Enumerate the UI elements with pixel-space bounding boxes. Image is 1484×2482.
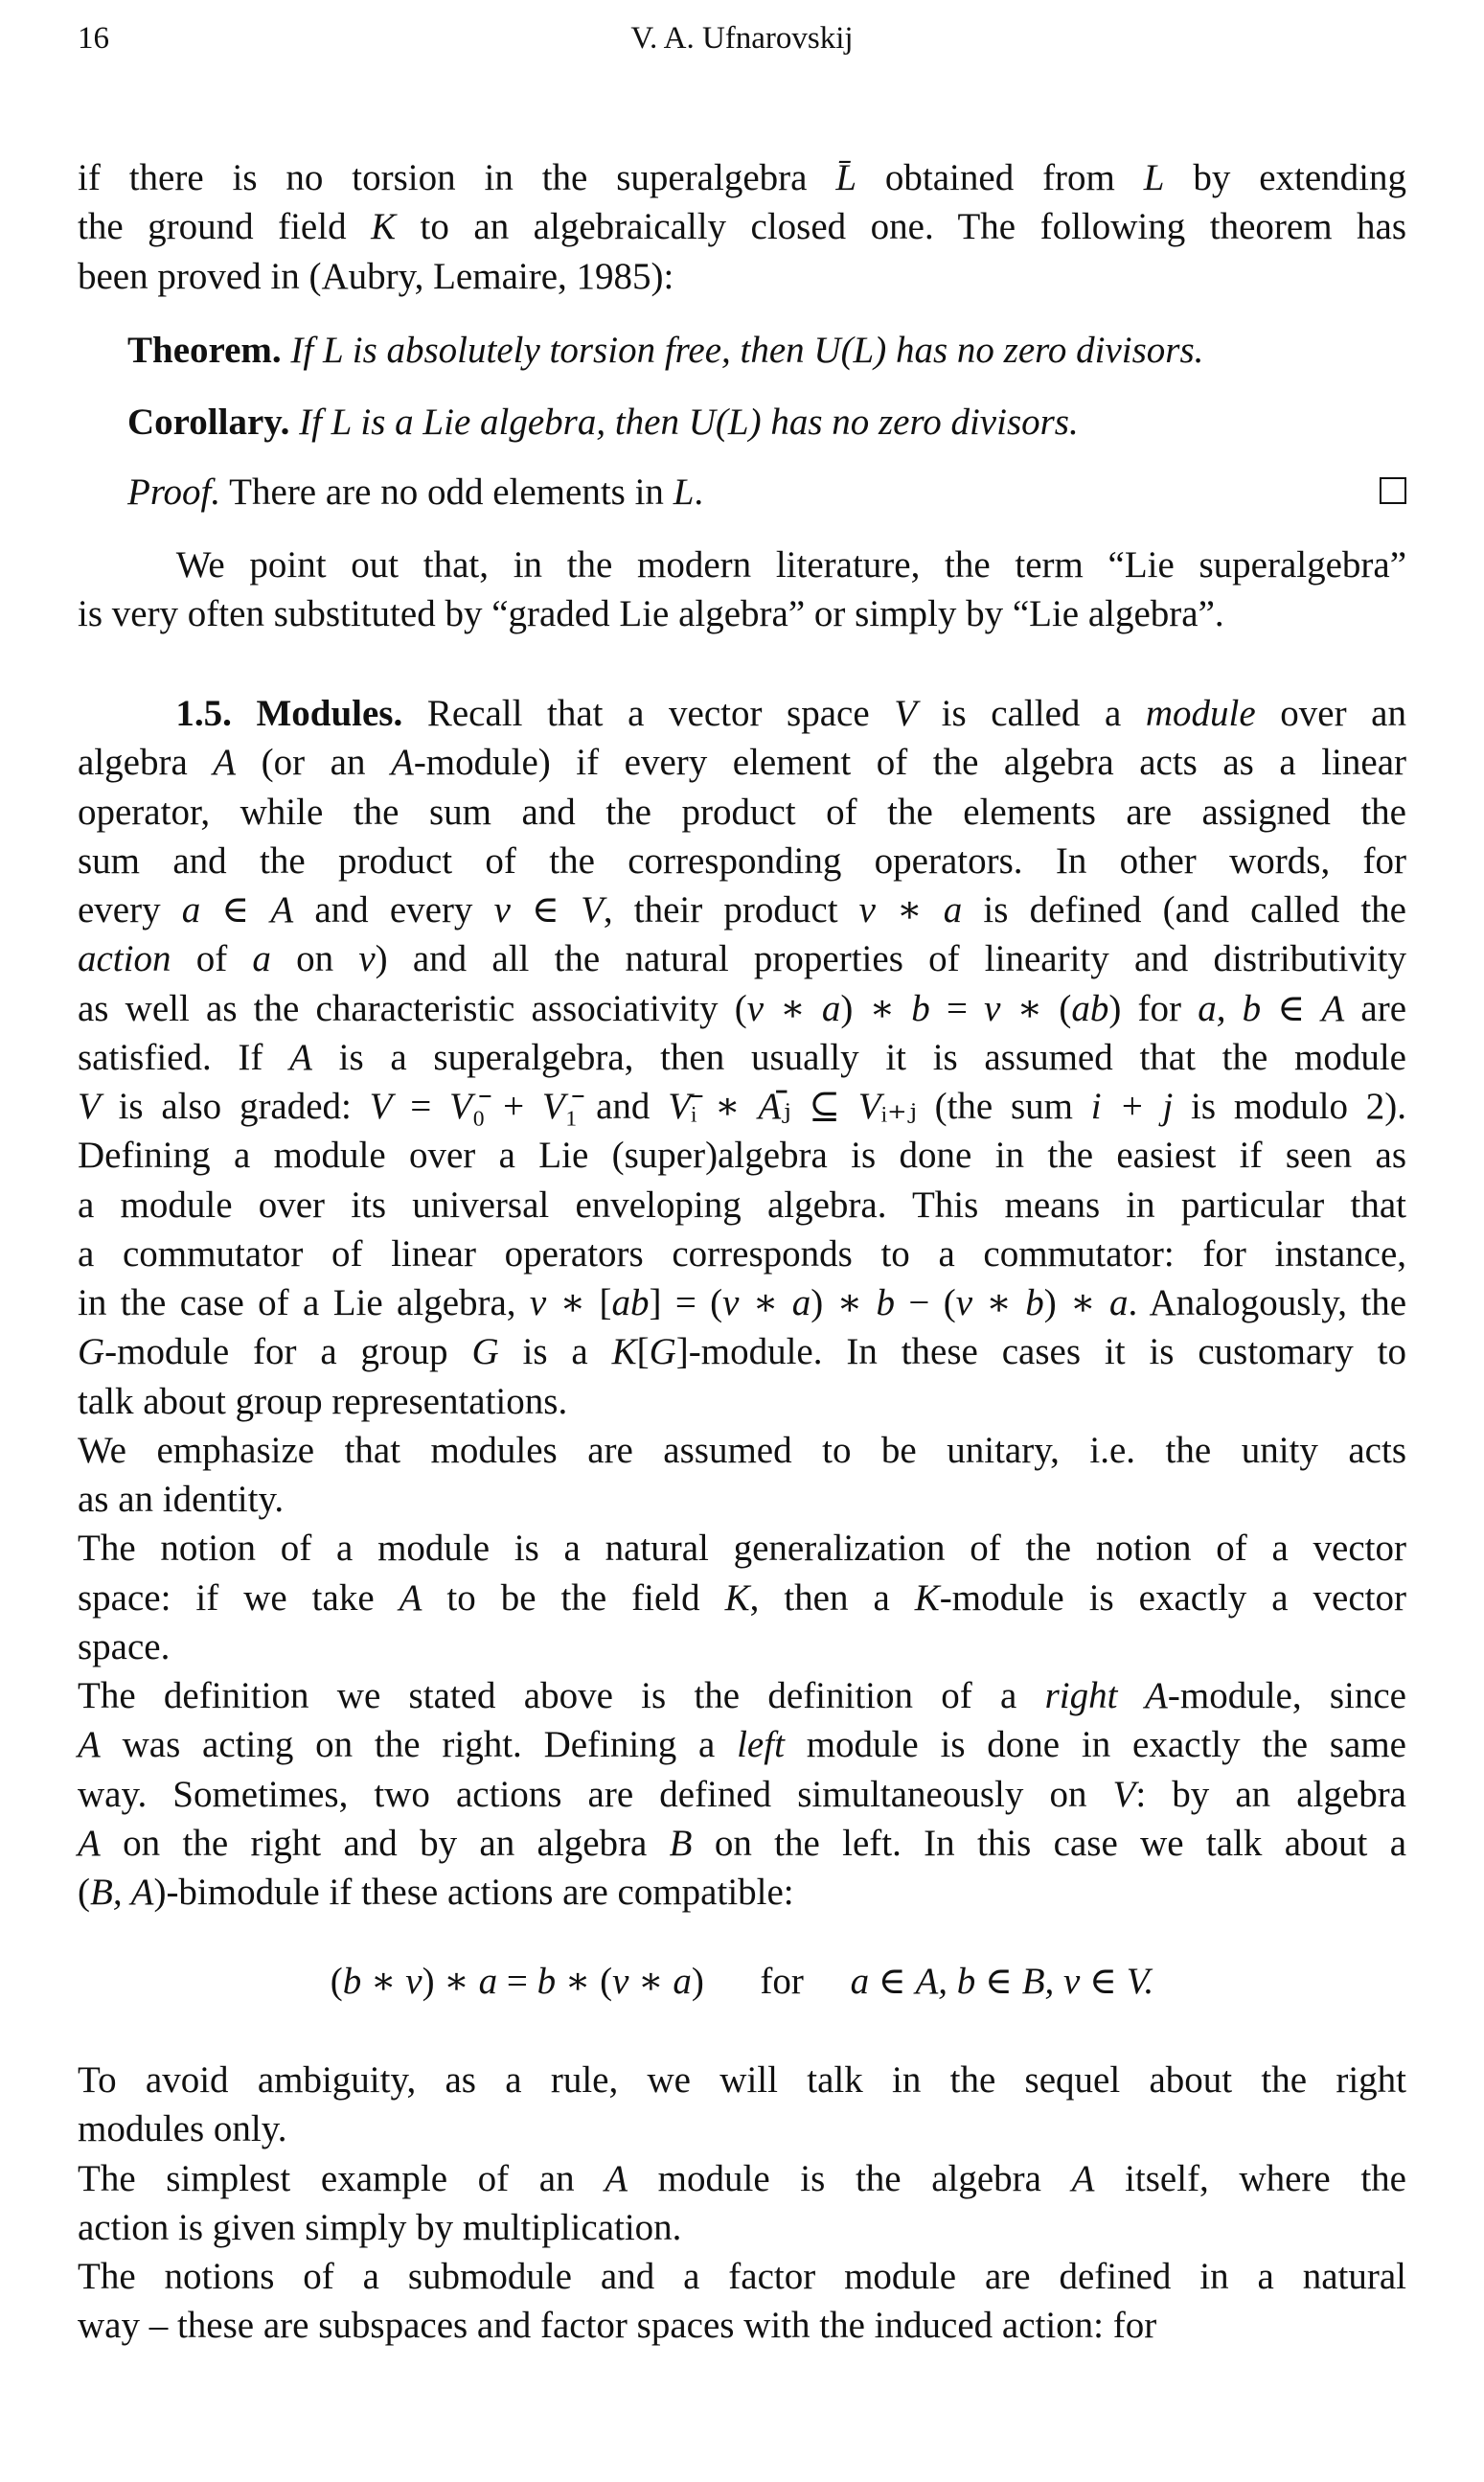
bold-text: Theorem. (127, 330, 282, 371)
italic-text: V (541, 1086, 565, 1127)
text-segment: module is done in exactly the same (784, 1724, 1406, 1766)
italic-text: v ∗ a (746, 987, 841, 1029)
italic-text: V (369, 1086, 393, 1127)
text-segment: : by an algebra (1135, 1773, 1406, 1815)
text-segment: on the right and by an algebra (100, 1822, 670, 1864)
text-segment: . Analogously, the (1128, 1282, 1406, 1323)
text-segment: -module for a group (104, 1331, 472, 1373)
italic-text: v ∗ b (955, 1282, 1044, 1323)
text-line (78, 1181, 1406, 1230)
text-segment: is modulo 2). (1173, 1086, 1406, 1127)
text-line (78, 1770, 1406, 1819)
qed-square-icon (1380, 477, 1406, 504)
bold-text: Corollary. (127, 402, 290, 443)
text-segment: There are no odd elements in (220, 471, 674, 513)
running-title: V. A. Ufnarovskij (630, 21, 854, 56)
italic-text: A (390, 742, 414, 784)
text-segment: the ground field (78, 206, 372, 248)
text-segment: been proved in (Aubry, Lemaire, 1985): (78, 255, 674, 297)
paragraph-terminology (78, 540, 1406, 639)
text-line (78, 2056, 1406, 2104)
italic-text: B, A (90, 1872, 154, 1913)
italic-text: If L is a Lie algebra, then U(L) has no zero divisors. (289, 402, 1079, 443)
text-segment: To avoid ambiguity, as a rule, we will talk in the sequel about the right (78, 2059, 1406, 2101)
text-line (78, 837, 1406, 885)
text-segment: ) ∗ (1043, 1282, 1109, 1323)
italic-text: ab (1071, 987, 1109, 1029)
text-segment: algebra (78, 742, 214, 784)
text-line (78, 398, 1406, 447)
text-segment: of (171, 938, 253, 980)
italic-text: A (78, 1724, 101, 1766)
italic-text: A (605, 2157, 628, 2199)
text-line (78, 689, 1406, 738)
text-segment: is a superalgebra, then usually it is assumed that the module (311, 1036, 1406, 1078)
text-segment: The simplest example of an (78, 2157, 605, 2199)
paragraph-right-modules (78, 2056, 1406, 2351)
italic-text: A (1321, 987, 1345, 1029)
text-line (78, 540, 1406, 589)
text-segment: The definition we stated above is the definition of a (78, 1675, 1045, 1716)
text-line (78, 1819, 1406, 1868)
text-line (78, 326, 1406, 375)
text-line (78, 1868, 1406, 1917)
text-line (78, 1033, 1406, 1082)
italic-text: B (669, 1822, 693, 1864)
text-line (78, 1327, 1406, 1376)
text-line (78, 2301, 1406, 2350)
text-segment: on the left. In this case we talk about a (692, 1822, 1407, 1864)
text-segment: ∈ (1261, 987, 1322, 1029)
text-segment: We point out that, in the modern literature, the term “Lie superalgebra” (78, 544, 1407, 586)
text-line (78, 1622, 1406, 1671)
text-segment: ᵢ̄ ∗ (691, 1086, 759, 1127)
page-number: 16 (78, 21, 109, 56)
text-segment: ) and all the natural properties of linearity and distributivity (375, 938, 1406, 980)
text-segment: (or an (236, 742, 391, 784)
text-segment: ) ∗ (840, 987, 912, 1029)
italic-text: V. (1126, 1961, 1154, 2002)
paragraph-intro (78, 153, 1406, 301)
text-segment: is defined (and called the (962, 889, 1406, 931)
italic-text: v ∗ a (612, 1961, 692, 2002)
italic-text: L (1143, 157, 1165, 198)
text-segment: to be the field (422, 1576, 725, 1619)
italic-text: V (857, 1086, 881, 1127)
italic-text: V (668, 1086, 692, 1127)
italic-text: A (270, 889, 294, 931)
text-segment: module is the algebra (628, 2157, 1072, 2199)
text-segment: over an (1255, 693, 1406, 734)
text-line (78, 2154, 1406, 2203)
italic-text: A (289, 1036, 312, 1078)
text-segment: = (392, 1086, 449, 1127)
italic-text: V (581, 889, 604, 931)
italic-text: a (850, 1961, 870, 2002)
text-segment: We emphasize that modules are assumed to be unitary, i.e. the unity acts (78, 1429, 1406, 1471)
text-segment: ∈ (510, 889, 582, 931)
text-line (78, 1524, 1406, 1573)
text-segment (78, 693, 175, 734)
italic-text: right A (1044, 1675, 1168, 1716)
text-segment: ) ∗ (422, 1961, 479, 2002)
text-segment: ∈ (1080, 1961, 1127, 2002)
text-line (78, 1131, 1406, 1180)
text-line (78, 1426, 1406, 1475)
italic-text: b (911, 987, 930, 1029)
italic-text: v (529, 1282, 547, 1323)
italic-text: v (984, 987, 1001, 1029)
text-segment: is called a (917, 693, 1146, 734)
italic-text: A (213, 742, 237, 784)
text-line (78, 934, 1406, 983)
text-segment: way. Sometimes, two actions are defined simultaneously on (78, 1773, 1113, 1815)
text-segment: = (497, 1961, 537, 2002)
text-segment: way – these are subspaces and factor spaces with the induced action: for (78, 2305, 1157, 2347)
italic-text: K (724, 1576, 750, 1619)
italic-text: b ∗ v (342, 1961, 422, 2002)
text-segment: ∈ (200, 889, 271, 931)
section-modules (78, 689, 1406, 1917)
italic-text: b (876, 1282, 895, 1323)
text-segment: space: if we take (78, 1576, 400, 1619)
italic-text: K (914, 1576, 940, 1619)
text-segment: a module over its universal enveloping algebra. This means in particular that (78, 1184, 1406, 1226)
text-segment: The notions of a submodule and a factor module are defined in a natural (78, 2256, 1406, 2297)
text-line (78, 1671, 1406, 1720)
text-line (78, 738, 1406, 787)
text-line (78, 1278, 1406, 1327)
corollary (78, 398, 1406, 447)
italic-text: B, v (1021, 1961, 1081, 2002)
text-segment: ) ∗ (810, 1282, 877, 1323)
text-segment: ( (78, 1872, 90, 1913)
text-line (78, 788, 1406, 837)
text-segment: is very often substituted by “graded Lie algebra” or simply by “Lie algebra”. (78, 593, 1224, 635)
text-segment: ₀̄ + (471, 1086, 542, 1127)
text-line (78, 2252, 1406, 2301)
italic-text: A (399, 1576, 422, 1619)
italic-text: K (611, 1331, 637, 1373)
italic-text: ab (611, 1282, 650, 1323)
text-segment: [ (636, 1331, 650, 1373)
text-line (78, 153, 1406, 202)
text-line (78, 885, 1406, 934)
italic-text: left (737, 1724, 785, 1766)
italic-text: action (78, 938, 171, 980)
italic-text: v ∗ a (722, 1282, 811, 1323)
text-segment: on (270, 938, 359, 980)
italic-text: G (649, 1331, 676, 1373)
text-segment: in the case of a Lie algebra, (78, 1282, 530, 1323)
text-line (78, 2203, 1406, 2252)
italic-text: If L is absolutely torsion free, then U(L) has no zero divisors. (281, 330, 1204, 371)
italic-text: a, b (1198, 987, 1262, 1029)
text-segment: The notion of a module is a natural generalization of the notion of a vector (78, 1528, 1406, 1570)
italic-text: A (78, 1822, 101, 1864)
text-segment: modules only. (78, 2108, 287, 2150)
text-segment: ] = ( (649, 1282, 723, 1323)
text-segment: if there is no torsion in the superalgebra (78, 157, 836, 198)
text-segment: satisfied. If (78, 1036, 290, 1078)
text-segment: ∈ (975, 1961, 1022, 2002)
text-segment: as well as the characteristic associativity ( (78, 987, 747, 1029)
italic-text: V (448, 1086, 472, 1127)
italic-text: V (894, 693, 918, 734)
italic-text: A (758, 1086, 782, 1127)
italic-text: A (1071, 2157, 1095, 2199)
text-segment: -module is exactly a vector (939, 1576, 1406, 1619)
italic-text: A, b (915, 1961, 976, 2002)
text-segment: by extending (1164, 157, 1407, 198)
text-segment: ᵢ₊ⱼ (the sum (880, 1086, 1091, 1127)
italic-text: a (1108, 1282, 1129, 1323)
text-segment: = (929, 987, 985, 1029)
text-segment: is a (498, 1331, 612, 1373)
text-segment: -module, since (1167, 1675, 1406, 1716)
text-segment: space. (78, 1625, 171, 1667)
text-line (78, 1574, 1406, 1622)
italic-text: V (78, 1086, 101, 1127)
text-line (78, 1230, 1406, 1278)
text-segment: ( (330, 1961, 343, 2002)
text-line (78, 2104, 1406, 2153)
italic-text: a (478, 1961, 498, 2002)
text-segment: sum and the product of the corresponding operators. In other words, for (78, 839, 1406, 882)
italic-text: b (537, 1961, 557, 2002)
text-segment: operator, while the sum and the product of the elements are assigned the (78, 791, 1406, 833)
text-segment: Recall that a vector space (402, 693, 895, 734)
text-segment: ∗ ( (556, 1961, 613, 2002)
text-segment: , then a (749, 1576, 915, 1619)
text-segment: ∗ [ (546, 1282, 612, 1323)
text-line (78, 1475, 1406, 1524)
text-segment: Defining a module over a Lie (super)algebra is done in the easiest if seen as (78, 1135, 1406, 1177)
italic-text: module (1145, 693, 1256, 734)
text-line (78, 202, 1406, 251)
italic-text: v (493, 889, 511, 931)
text-segment: a commutator of linear operators corresponds to a commutator: for instance, (78, 1232, 1406, 1275)
italic-text: Proof. (127, 471, 221, 513)
italic-text: G (78, 1331, 105, 1373)
italic-text: L̄ (835, 157, 857, 198)
text-segment: every (78, 889, 182, 931)
text-line (78, 984, 1406, 1033)
text-segment: − ( (894, 1282, 956, 1323)
text-segment: ⱼ̄ ⊆ (781, 1086, 858, 1127)
italic-text: V (1112, 1773, 1136, 1815)
italic-text: i + j (1090, 1086, 1174, 1127)
text-line (78, 1082, 1406, 1131)
text-segment: as an identity. (78, 1479, 285, 1520)
theorem (78, 326, 1406, 375)
proof (78, 468, 1406, 517)
text-line (78, 589, 1406, 638)
text-segment: is also graded: (100, 1086, 370, 1127)
text-segment: -module) if every element of the algebra acts as a linear (413, 742, 1406, 784)
text-line (78, 1720, 1406, 1769)
text-line (78, 252, 1406, 301)
italic-text: a (252, 938, 271, 980)
text-segment: ) for (1108, 987, 1199, 1029)
italic-text: G (471, 1331, 499, 1373)
text-segment: are (1344, 987, 1406, 1029)
italic-text: L (673, 471, 695, 513)
text-segment: ∈ (869, 1961, 916, 2002)
italic-text: a (181, 889, 201, 931)
text-segment: , their product (603, 889, 859, 931)
display-equation (0, 1957, 1484, 2006)
text-segment: )-bimodule if these actions are compatible: (153, 1872, 794, 1913)
text-segment: ₁̄ and (564, 1086, 669, 1127)
text-segment: ) for (691, 1961, 851, 2002)
text-segment: . (694, 471, 704, 513)
text-segment: talk about group representations. (78, 1380, 568, 1422)
italic-text: v ∗ a (858, 889, 963, 931)
text-segment: was acting on the right. Defining a (100, 1724, 738, 1766)
italic-text: K (371, 206, 397, 248)
bold-text: 1.5. Modules. (175, 693, 403, 734)
text-segment: to an algebraically closed one. The following theorem has (396, 206, 1406, 248)
text-segment: itself, where the (1094, 2157, 1406, 2199)
italic-text: v (358, 938, 376, 980)
text-line (78, 468, 1406, 517)
text-segment: ∗ ( (1000, 987, 1072, 1029)
text-segment: ]-module. In these cases it is customary to (675, 1331, 1406, 1373)
text-line (78, 1377, 1406, 1426)
text-segment: obtained from (856, 157, 1144, 198)
text-segment: and every (293, 889, 494, 931)
text-segment: action is given simply by multiplication. (78, 2206, 682, 2248)
